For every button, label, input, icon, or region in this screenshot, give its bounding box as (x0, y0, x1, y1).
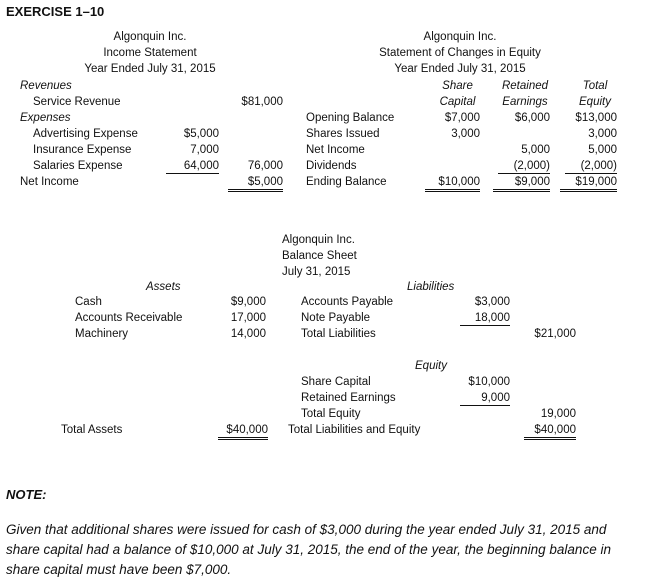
equity-statement-company: Algonquin Inc. (423, 31, 497, 43)
equity-row-label: Dividends (306, 160, 357, 172)
share-capital-cell: $7,000 (444, 112, 480, 124)
total-equity-label: Total Equity (301, 408, 361, 420)
expenses-heading: Expenses (20, 112, 71, 124)
asset-amount: $9,000 (230, 296, 266, 308)
total-equity-cell: 5,000 (588, 144, 617, 156)
total-expenses-amount: 76,000 (247, 160, 283, 172)
share-capital-cell: $10,000 (425, 175, 480, 192)
equity-row-label: Opening Balance (306, 112, 395, 124)
expense-label: Salaries Expense (33, 160, 123, 172)
total-liabilities-equity-label: Total Liabilities and Equity (288, 424, 421, 436)
asset-label: Accounts Receivable (75, 312, 183, 324)
service-revenue-label: Service Revenue (33, 96, 121, 108)
expense-label: Advertising Expense (33, 128, 138, 140)
service-revenue-amount: $81,000 (241, 96, 283, 108)
income-statement-title: Income Statement (103, 47, 197, 59)
expense-label: Insurance Expense (33, 144, 132, 156)
net-income-amount: $5,000 (228, 175, 283, 192)
exercise-title: EXERCISE 1–10 (6, 4, 105, 19)
retained-earnings-cell: (2,000) (498, 159, 550, 174)
total-liabilities-equity-amount: $40,000 (524, 423, 576, 440)
equity-item-amount: 9,000 (460, 391, 510, 406)
asset-label: Machinery (75, 328, 129, 340)
equity-item-label: Retained Earnings (301, 392, 396, 404)
assets-heading: Assets (146, 281, 181, 293)
liability-amount: $3,000 (474, 296, 510, 308)
income-statement-period: Year Ended July 31, 2015 (84, 63, 216, 75)
share-capital-cell: 3,000 (451, 128, 480, 140)
balance-sheet-company: Algonquin Inc. (282, 234, 355, 246)
total-liabilities-label: Total Liabilities (301, 328, 376, 340)
total-liabilities-amount: $21,000 (534, 328, 576, 340)
expense-amount: 7,000 (190, 144, 219, 156)
column-header: Capital (439, 96, 476, 108)
asset-amount: 14,000 (230, 328, 266, 340)
revenues-heading: Revenues (20, 80, 72, 92)
equity-statement-title: Statement of Changes in Equity (379, 47, 541, 59)
column-header: Equity (579, 96, 611, 108)
column-header: Earnings (502, 96, 548, 108)
column-header: Share (442, 80, 473, 92)
total-equity-cell: (2,000) (565, 159, 617, 174)
equity-row-label: Net Income (306, 144, 365, 156)
total-equity-cell: $19,000 (560, 175, 617, 192)
total-assets-label: Total Assets (61, 424, 123, 436)
equity-item-amount: $10,000 (468, 376, 510, 388)
liability-label: Note Payable (301, 312, 371, 324)
asset-label: Cash (75, 296, 102, 308)
column-header: Total (582, 80, 608, 92)
liability-label: Accounts Payable (301, 296, 394, 308)
total-assets-amount: $40,000 (218, 423, 268, 440)
retained-earnings-cell: $6,000 (514, 112, 550, 124)
retained-earnings-cell: $9,000 (493, 175, 550, 192)
balance-sheet-title: Balance Sheet (282, 250, 357, 262)
income-statement-company: Algonquin Inc. (113, 31, 187, 43)
equity-row-label: Ending Balance (306, 176, 387, 188)
column-header: Retained (501, 80, 549, 92)
total-equity-amount: 19,000 (540, 408, 576, 420)
total-equity-cell: $13,000 (575, 112, 617, 124)
expense-amount: $5,000 (183, 128, 219, 140)
equity-statement-period: Year Ended July 31, 2015 (394, 63, 526, 75)
equity-heading: Equity (415, 360, 447, 372)
liabilities-heading: Liabilities (407, 281, 455, 293)
equity-row-label: Shares Issued (306, 128, 380, 140)
expense-amount: 64,000 (166, 159, 219, 174)
note-text: Given that additional shares were issued for cash of $3,000 during the year ended July 31, 2015 and share capital had a balance of $10,000 at July 31, 2015, the end of the year, the beginning balance in share capital must have been $7,000. (6, 522, 611, 577)
net-income-label: Net Income (20, 176, 79, 188)
balance-sheet-date: July 31, 2015 (282, 266, 351, 278)
asset-amount: 17,000 (230, 312, 266, 324)
equity-item-label: Share Capital (301, 376, 371, 388)
total-equity-cell: 3,000 (588, 128, 617, 140)
liability-amount: 18,000 (460, 311, 510, 326)
note-heading: NOTE: (6, 487, 47, 502)
retained-earnings-cell: 5,000 (521, 144, 550, 156)
